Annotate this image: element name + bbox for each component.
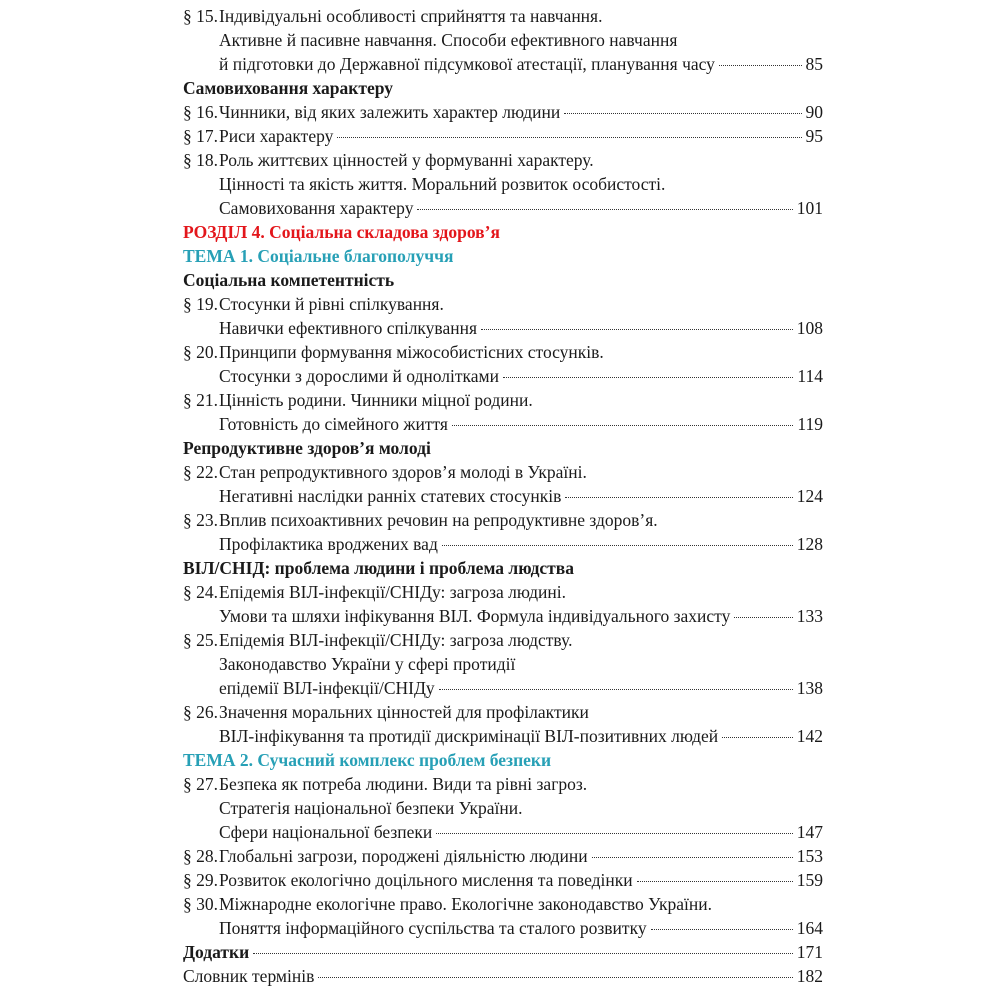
toc-entry-continuation	[183, 412, 823, 436]
entry-title-continued: Поняття інформаційного суспільства та сталого розвитку	[219, 918, 647, 938]
toc-entry-continuation	[183, 820, 823, 844]
paragraph-number: § 30.	[183, 894, 218, 914]
entry-title-continued: Самовиховання характеру	[219, 198, 414, 218]
dot-leader	[719, 65, 802, 66]
page-number: 147	[796, 822, 823, 842]
page-number: 101	[796, 198, 823, 218]
dot-leader	[481, 329, 793, 330]
entry-title: Значення моральних цінностей для профілактики	[219, 702, 589, 722]
page-number: 171	[796, 942, 823, 962]
toc-entry	[183, 388, 823, 412]
subsection-heading-text: Самовиховання характеру	[183, 78, 393, 98]
toc-entry	[183, 340, 823, 364]
paragraph-number: § 27.	[183, 774, 218, 794]
entry-title-continued: ВІЛ-інфікування та протидії дискримінації ВІЛ-позитивних людей	[219, 726, 719, 746]
toc-entry-continuation	[183, 172, 823, 196]
page-number: 114	[797, 366, 823, 386]
toc-entry	[183, 700, 823, 724]
toc-entry-continuation	[183, 796, 823, 820]
page-number: 142	[796, 726, 823, 746]
entry-title-continued: Готовність до сімейного життя	[219, 414, 448, 434]
entry-title: Роль життєвих цінностей у формуванні характеру.	[219, 150, 594, 170]
page-number: 95	[805, 126, 823, 146]
entry-title: Розвиток екологічно доцільного мислення та поведінки	[219, 870, 633, 890]
entry-title: Глобальні загрози, породжені діяльністю людини	[219, 846, 588, 866]
dot-leader	[503, 377, 793, 378]
entry-title: Стосунки й рівні спілкування.	[219, 294, 444, 314]
section-heading-text: РОЗДІЛ 4. Соціальна складова здоров’я	[183, 222, 500, 242]
entry-title-continued: Стосунки з дорослими й однолітками	[219, 366, 499, 386]
entry-title: Стан репродуктивного здоров’я молоді в Україні.	[219, 462, 587, 482]
toc-entry-continuation	[183, 916, 823, 940]
glossary-entry	[183, 964, 823, 988]
toc-entry-continuation	[183, 364, 823, 388]
dot-leader	[734, 617, 792, 618]
entry-title-continued: й підготовки до Державної підсумкової атестації, планування часу	[219, 54, 715, 74]
dot-leader	[253, 953, 793, 954]
toc-entry	[183, 292, 823, 316]
paragraph-number: § 23.	[183, 510, 218, 530]
paragraph-number: § 21.	[183, 390, 218, 410]
toc-entry-continuation	[183, 52, 823, 76]
toc-entry	[183, 508, 823, 532]
dot-leader	[565, 497, 792, 498]
toc-entry	[183, 148, 823, 172]
entry-title: Індивідуальні особливості сприйняття та навчання.	[219, 6, 603, 26]
page-number: 182	[796, 966, 823, 986]
paragraph-number: § 26.	[183, 702, 218, 722]
toc-entry-continuation	[183, 484, 823, 508]
dot-leader	[564, 113, 801, 114]
dot-leader	[651, 929, 793, 930]
glossary-title: Словник термінів	[183, 966, 315, 986]
entry-title-continued: Стратегія національної безпеки України.	[219, 798, 523, 818]
paragraph-number: § 19.	[183, 294, 218, 314]
dot-leader	[442, 545, 793, 546]
entry-title-continued: Активне й пасивне навчання. Способи ефективного навчання	[219, 30, 678, 50]
toc-entry-continuation	[183, 196, 823, 220]
page-number: 164	[796, 918, 823, 938]
entry-title: Епідемія ВІЛ-інфекції/СНІДу: загроза людству.	[219, 630, 573, 650]
toc-entry-continuation	[183, 604, 823, 628]
entry-title: Міжнародне екологічне право. Екологічне законодавство України.	[219, 894, 712, 914]
toc-entry	[183, 580, 823, 604]
entry-title-continued: Навички ефективного спілкування	[219, 318, 478, 338]
toc-entry-continuation	[183, 676, 823, 700]
toc-entry	[183, 892, 823, 916]
page-number: 90	[805, 102, 823, 122]
paragraph-number: § 29.	[183, 870, 218, 890]
dot-leader	[722, 737, 793, 738]
dot-leader	[637, 881, 793, 882]
toc-entry	[183, 124, 823, 148]
paragraph-number: § 25.	[183, 630, 218, 650]
table-of-contents	[183, 4, 823, 988]
entry-title: Цінність родини. Чинники міцної родини.	[219, 390, 533, 410]
entry-title-continued: Негативні наслідки ранніх статевих стосунків	[219, 486, 562, 506]
theme-heading	[183, 244, 823, 268]
appendix-entry	[183, 940, 823, 964]
entry-title-continued: Сфери національної безпеки	[219, 822, 433, 842]
page-number: 85	[805, 54, 823, 74]
dot-leader	[452, 425, 793, 426]
entry-title-continued: Цінності та якість життя. Моральний розвиток особистості.	[219, 174, 666, 194]
subsection-heading-text: Соціальна компетентність	[183, 270, 395, 290]
entry-title: Вплив психоактивних речовин на репродуктивне здоров’я.	[219, 510, 658, 530]
entry-title: Риси характеру	[219, 126, 334, 146]
theme-heading-text: ТЕМА 2. Сучасний комплекс проблем безпеки	[183, 750, 552, 770]
paragraph-number: § 22.	[183, 462, 218, 482]
page-number: 124	[796, 486, 823, 506]
paragraph-number: § 17.	[183, 126, 218, 146]
subsection-heading-text: ВІЛ/СНІД: проблема людини і проблема людства	[183, 558, 574, 578]
paragraph-number: § 20.	[183, 342, 218, 362]
entry-title: Безпека як потреба людини. Види та рівні загроз.	[219, 774, 588, 794]
paragraph-number: § 18.	[183, 150, 218, 170]
paragraph-number: § 16.	[183, 102, 218, 122]
toc-entry	[183, 628, 823, 652]
subsection-heading	[183, 268, 823, 292]
subsection-heading	[183, 556, 823, 580]
toc-entry-continuation	[183, 316, 823, 340]
toc-entry-continuation	[183, 532, 823, 556]
page-number: 159	[796, 870, 823, 890]
page-number: 133	[796, 606, 823, 626]
appendix-title: Додатки	[183, 942, 250, 962]
toc-entry-continuation	[183, 724, 823, 748]
entry-title-continued: Законодавство України у сфері протидії	[219, 654, 516, 674]
theme-heading-text: ТЕМА 1. Соціальне благополуччя	[183, 246, 454, 266]
theme-heading	[183, 748, 823, 772]
page-number: 128	[796, 534, 823, 554]
toc-entry-continuation	[183, 28, 823, 52]
dot-leader	[318, 977, 792, 978]
page-number: 108	[796, 318, 823, 338]
toc-entry	[183, 868, 823, 892]
paragraph-number: § 24.	[183, 582, 218, 602]
page-number: 138	[796, 678, 823, 698]
page-number: 119	[797, 414, 823, 434]
entry-title-continued: епідемії ВІЛ-інфекції/СНІДу	[219, 678, 435, 698]
dot-leader	[417, 209, 792, 210]
section-heading	[183, 220, 823, 244]
entry-title-continued: Умови та шляхи інфікування ВІЛ. Формула індивідуального захисту	[219, 606, 731, 626]
paragraph-number: § 28.	[183, 846, 218, 866]
toc-entry	[183, 844, 823, 868]
page-number: 153	[796, 846, 823, 866]
entry-title-continued: Профілактика вроджених вад	[219, 534, 438, 554]
paragraph-number: § 15.	[183, 6, 218, 26]
toc-entry	[183, 772, 823, 796]
entry-title: Чинники, від яких залежить характер людини	[219, 102, 561, 122]
entry-title: Епідемія ВІЛ-інфекції/СНІДу: загроза людині.	[219, 582, 566, 602]
dot-leader	[337, 137, 801, 138]
toc-entry-continuation	[183, 652, 823, 676]
toc-entry	[183, 4, 823, 28]
dot-leader	[439, 689, 793, 690]
toc-entry	[183, 100, 823, 124]
subsection-heading	[183, 76, 823, 100]
toc-entry	[183, 460, 823, 484]
dot-leader	[436, 833, 792, 834]
subsection-heading-text: Репродуктивне здоров’я молоді	[183, 438, 431, 458]
subsection-heading	[183, 436, 823, 460]
dot-leader	[592, 857, 793, 858]
entry-title: Принципи формування міжособистісних стосунків.	[219, 342, 604, 362]
